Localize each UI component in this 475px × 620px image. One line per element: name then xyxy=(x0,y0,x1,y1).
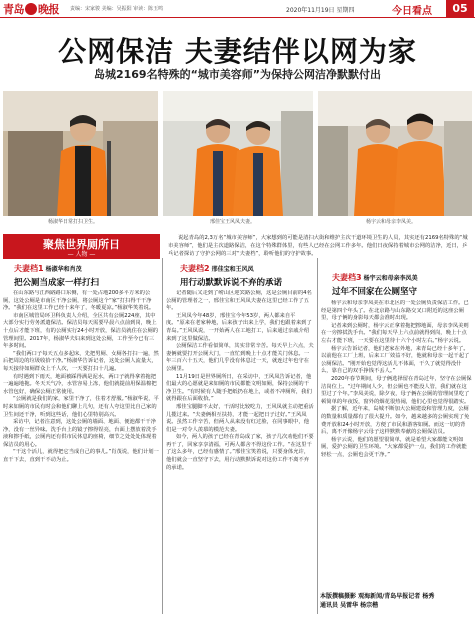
story-1-body xyxy=(3,290,159,614)
story-3-paragraph: 2020年春节期间，母子俩选择留在青岛过年，坚守在公厕保洁岗位上。“过年期间人少，但公厕也不能没人管，我们就在这里过了个年。”李凤美说，除夕夜，母子俩在公厕的管理间里吃了顿简单的年夜饭，窗外的烟花很热闹，他们心里也觉得很踏实。 xyxy=(321,375,472,405)
story-2-header xyxy=(180,263,282,288)
column-divider xyxy=(162,258,163,614)
sub-headline: 岛城2169名特殊的“城市美容师”为保持公网洁净默默付出 xyxy=(93,68,382,81)
story-1-paragraph: 市南区城管局环卫科负责人介绍，全区共有公厕224座，其中大部分实行劳务派遣保洁。保洁员每天需要早晨六点前到岗，晚上十点后才能下班，有的公厕实行24小时开放，保洁员就住在公厕的管理间里。2017年，杨淑华夫妇来到这处公厕，工作至今已有三年多时间。 xyxy=(3,312,159,350)
story-3-label: 夫妻档3 xyxy=(332,273,362,282)
story-1-paragraph: “干这个活儿，就得把它当成自己的事儿。”肖茂说，他们计划一直干下去，直到干不动为止。 xyxy=(3,449,159,464)
story-3-body xyxy=(321,300,472,590)
story-1-label: 夫妻档1 xyxy=(14,264,44,273)
story-3-paragraph: 记者来到公厕时，杨宇云正拿着拖把擦地面，母亲李凤美则在一旁擦拭洗手台。“我们每天早上六点前就得到岗，晚上十点左右才能下班，一天要在这里待十六个小时左右。”杨宇云说。 xyxy=(321,322,469,344)
column-banner xyxy=(3,234,160,259)
story-2-title: 用行动默默诉说不弃的承诺 xyxy=(180,278,283,288)
story-3-paragraph: 杨宇云告诉记者，他们老家在外地，来青岛已经十多年了。以前他在工厂上班，后来工厂效益不好，他就和母亲一起干起了公厕保洁。“刚开始也觉得这活儿不体面，干久了就觉得没什么，靠自己的双手挣钱不丢人。” xyxy=(321,345,470,375)
issue-date: 2020年11月19日 星期四 xyxy=(286,7,355,14)
story-1-paragraph: 采访中，记者注意到，这处公厕的墙面、地面、便池都干干净净，没有一丝异味。洗手台上的镜子擦得锃亮，台面上摆放着洗手液和擦手纸，公厕内还有供市民休息的座椅，细节之处处处体现着保洁员的用心。 xyxy=(3,419,157,448)
story-1-person: 杨淑华和肖茂 xyxy=(45,266,82,273)
story-1-paragraph: 在山东路与江西路路口东侧，有一处占地200多平方米的公厕，这处公厕是市南区干净公厕，将公厕这个“家”打扫得干干净净。“我们在这里工作已经十来年了，冬暖夏凉。”杨淑华笑着说。 xyxy=(3,290,155,312)
story-2-paragraph: 如今，两人的孩子已经在青岛成了家，孩子几次劝他们不要再干了，回家享享清福，可两人都舍不得这份工作。“在这里干了这么多年，已经有感情了。”邢佳宝笑着说，只要身体允许，他们就会一直坚守下去，用行动默默诉说对这份工作不离不弃的承诺。 xyxy=(166,434,314,471)
story-2-paragraph: 王风凤今年48岁，邢佳宝今年53岁，两人都来自平度。“原来在老家种地，后来孩子出来上学，我们也跟着来到了青岛。”王风凤说，一开始两人在工地打工，后来通过亲戚介绍来到了这里做保洁。 xyxy=(166,312,312,342)
logo-text-left: 青岛 xyxy=(3,3,24,16)
story-1-header xyxy=(14,263,99,288)
newspaper-logo xyxy=(3,1,59,16)
photo-couple-indoor xyxy=(163,91,313,216)
story-3-paragraph: 杨宇云和母亲李凤美在市北区的一处公厕负责保洁工作。已经是第四个年头了。在北京路与山东路交叉口附近的这座公厕里，母子俩的身影每天都会准时出现。 xyxy=(321,300,469,322)
story-2-body xyxy=(166,290,314,614)
photo-caption-1: 杨淑华日常打扫卫生。 xyxy=(48,219,99,225)
story-1-paragraph: “我们两口子每天五点多起床，先把男厕、女厕各打扫一遍，然后把周边的垃圾收拾干净。”杨淑华告诉记者，这处公厕人流量大，每天接待如厕群众上千人次，一天要打扫十几遍。 xyxy=(3,350,159,372)
story-3-person: 杨宇云和母亲李凤美 xyxy=(363,275,418,282)
column-divider xyxy=(317,258,318,614)
story-2-label: 夫妻档2 xyxy=(180,264,210,273)
story-2-person: 邢佳宝和王风凤 xyxy=(211,266,254,273)
story-2-paragraph: 记者随后又走到了崂山区迎宾路公厕，这是公厕目前的4名公厕的管理者之一，邢佳宝和王风凤夫妻在这里已经工作了五年。 xyxy=(166,290,312,312)
story-2-paragraph: 公厕保洁工作看似简单，其实非常辛苦。每天早上六点，夫妻俩就要打开公厕大门，一直忙到晚上十点才能关门休息。一年三百六十五天，他们几乎没有休息过一天，就连过年也守在公厕里。 xyxy=(166,343,314,372)
story-1-title: 把公厕当成家一样打扫 xyxy=(14,278,100,288)
byline: 本版撰稿摄影 观海新闻/青岛早报记者 杨秀 通讯员 吴雷华 杨宗楷 xyxy=(320,593,435,609)
story-3-header xyxy=(332,272,418,297)
photo-caption-2: 邢佳宝王风凤夫妻。 xyxy=(210,219,256,225)
story-1-paragraph: “公厕就是我们的家，家里干净了，住着才舒服。”杨淑华说，平时来如厕的市民有时会和他们聊上几句，还有人夸这里比自己家的卫生间还干净，听到这些话，他们心里特别高兴。 xyxy=(3,396,159,418)
logo-emblem-icon xyxy=(25,3,37,15)
column-title: 聚焦世界厕所日 xyxy=(43,238,120,251)
story-1-paragraph: 有时遇到下雨天，地面被踩得满是泥水，两口子就得拿着拖把一遍遍地拖。冬天天气冷，水管容易上冻，他们就提前用保温棉把水管包好，确保公厕正常使用。 xyxy=(3,373,157,395)
photo-mother-son xyxy=(318,91,472,216)
logo-text-right: 晚报 xyxy=(38,3,59,16)
story-2-paragraph: 邢佳宝腿脚不太好，干活时比较吃力，王风凤就主动把重活儿揽过来。“夫妻俩相互扶持，才能一起把日子过好。”王风凤说。虽然工作辛苦，但两人从来没有红过脸，在同事眼中，他们是一对令人羡慕的模范夫妻。 xyxy=(166,403,314,433)
story-3-paragraph: 据了解，近年来，岛城不断加大公厕建设和管理力度，公厕的数量和质量都有了很大提升。如今，越来越多的公厕实现了免费开放和24小时开放，方便了市民和游客如厕。而这一切的背后，离不开像杨宇云母子这样默默奉献的公厕保洁员。 xyxy=(321,406,470,436)
story-2-paragraph: 11月19日是世界厕所日，在采访中，王风凤告诉记者，他们最大的心愿就是来如厕的市民都能文明如厕，保持公厕的干净卫生。“有时候有人随手把纸扔在地上，或者不冲厕所，我们就得跟在后面收拾。” xyxy=(166,373,312,403)
story-3-title: 过年不回家在公厕坚守 xyxy=(332,287,418,297)
section-name: 今日看点 xyxy=(392,6,432,17)
page-number: 05 xyxy=(446,0,474,17)
story-3-paragraph: 杨宇云说，他们的愿望很简单，就是希望大家都能文明如厕，爱护公厕的卫生环境。“大家都爱护一点，我们的工作就能轻松一点，公厕也会更干净。” xyxy=(321,436,467,458)
editor-credits: 责编：宋家骏 美编：吴振阳 审读：陈玉鸣 xyxy=(70,6,164,12)
article-intro: 说起青岛的2,3万名“城市美容师”，大家想到的可能是清扫大街和维护主次干道环境卫生的人员，其实还有2169名特殊的“城市美容师”，他们是主次道路保洁，在这个特殊群体里，有些人已经在公网工作多年。他们日夜保持着城市公网的洁净，近日，乒乓记者探访了守护公网的三对“夫妻档”，聆听他们的守护故事。 xyxy=(168,235,468,257)
photo-caption-3: 杨宇云和母亲李凤美。 xyxy=(366,219,417,225)
main-headline: 公网保洁 夫妻结伴以网为家 xyxy=(58,35,417,68)
photo-cleaner-woman xyxy=(3,91,158,216)
column-subtitle: — 人物 — xyxy=(67,251,96,258)
